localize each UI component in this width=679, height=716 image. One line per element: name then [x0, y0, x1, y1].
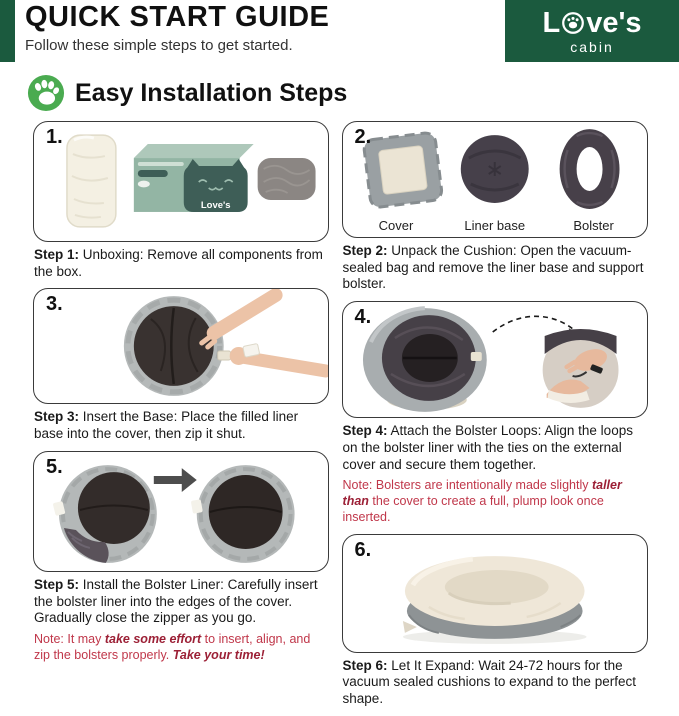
brand-name [543, 8, 642, 38]
step-6-number: 6. [354, 538, 372, 561]
brand-subname: cabin [570, 38, 614, 55]
paw-icon [27, 74, 65, 112]
brand-name-suffix: ve's [586, 6, 642, 39]
step-4-section [342, 301, 648, 525]
step-1-caption-text: Unboxing: Remove all components from the box. [34, 247, 323, 279]
step-4-caption [343, 423, 647, 473]
steps-column-left [33, 121, 329, 672]
header [0, 0, 679, 64]
section-heading [27, 74, 679, 112]
page-subtitle: Follow these simple steps to get started. [25, 37, 293, 54]
step-1-panel [33, 121, 329, 242]
step-6-caption [343, 658, 647, 708]
step-5-note: Note: It may take some effort to insert, align, and zip the bolsters properly. Take your time! [34, 632, 311, 662]
step-3-number: 3. [46, 293, 63, 316]
part-label-liner-base: Liner base [464, 218, 526, 233]
step-4-caption-label: Step 4: [342, 423, 388, 439]
step-5-caption [34, 577, 328, 627]
step-4-photo-attach-loops [343, 302, 647, 417]
step-1-caption [34, 247, 328, 280]
page-title: QUICK START GUIDE [25, 1, 330, 33]
step-4-caption-text: Attach the Bolster Loops: Align the loops on the bolster liner with the ties on the external cover and secure them together. [342, 423, 633, 472]
step-6-panel [342, 534, 648, 653]
step-4-panel [342, 301, 648, 418]
step-2-caption-label: Step 2: [342, 243, 388, 258]
dashed-arrow-icon [492, 317, 576, 333]
brand-name-prefix: L [542, 6, 561, 39]
step-4-note: Note: Bolsters are intentionally made slightly taller than the cover to create a full, plump look once inserted. [342, 478, 622, 524]
steps-grid [0, 114, 679, 716]
step-5-panel [33, 451, 329, 572]
step-2-caption-text: Unpack the Cushion: Open the vacuum-sealed bag and remove the liner base and support bolster. [342, 243, 644, 292]
step-1-section [33, 121, 329, 280]
step-1-box-brand-text: Love's [200, 199, 231, 211]
step-3-caption [34, 409, 328, 442]
paw-in-circle-icon [561, 11, 585, 35]
step-2-number: 2. [354, 126, 372, 148]
brand-logo [505, 0, 679, 62]
step-2-section [342, 121, 648, 293]
step-3-panel [33, 288, 329, 404]
right-arrow-icon [154, 468, 197, 492]
part-label-bolster: Bolster [573, 218, 614, 233]
step-1-number: 1. [46, 126, 63, 148]
step-2-panel [342, 121, 648, 238]
step-3-photo-insert-base [34, 289, 328, 403]
step-4-number: 4. [354, 306, 372, 329]
step-2-caption [343, 243, 647, 293]
section-title: Easy Installation Steps [75, 78, 348, 107]
step-3-caption-label: Step 3: [34, 409, 80, 425]
step-1-photo-components [34, 122, 328, 241]
header-text [25, 1, 329, 54]
step-5-photo-install-bolster [34, 452, 328, 571]
steps-column-right [342, 121, 648, 716]
step-6-photo-finished-bed [343, 535, 647, 652]
step-6-section [342, 534, 648, 708]
header-accent-bar [0, 0, 15, 62]
step-3-section [33, 288, 329, 442]
step-5-section [33, 451, 329, 664]
step-2-part-labels [347, 218, 643, 233]
step-6-caption-label: Step 6: [342, 657, 388, 673]
step-3-caption-text: Insert the Base: Place the filled liner base into the cover, then zip it shut. [34, 409, 299, 442]
step-6-caption-text: Let It Expand: Wait 24-72 hours for the vacuum sealed cushions to expand to the perfect shape. [342, 657, 636, 707]
step-5-number: 5. [46, 455, 63, 478]
step-1-caption-label: Step 1: [34, 247, 80, 262]
part-label-cover: Cover [378, 218, 414, 233]
step-5-caption-label: Step 5: [34, 576, 80, 592]
step-5-caption-text: Install the Bolster Liner: Carefully insert the bolster liner into the edges of the cover. Gradually close the zipper as you go. [34, 576, 318, 626]
